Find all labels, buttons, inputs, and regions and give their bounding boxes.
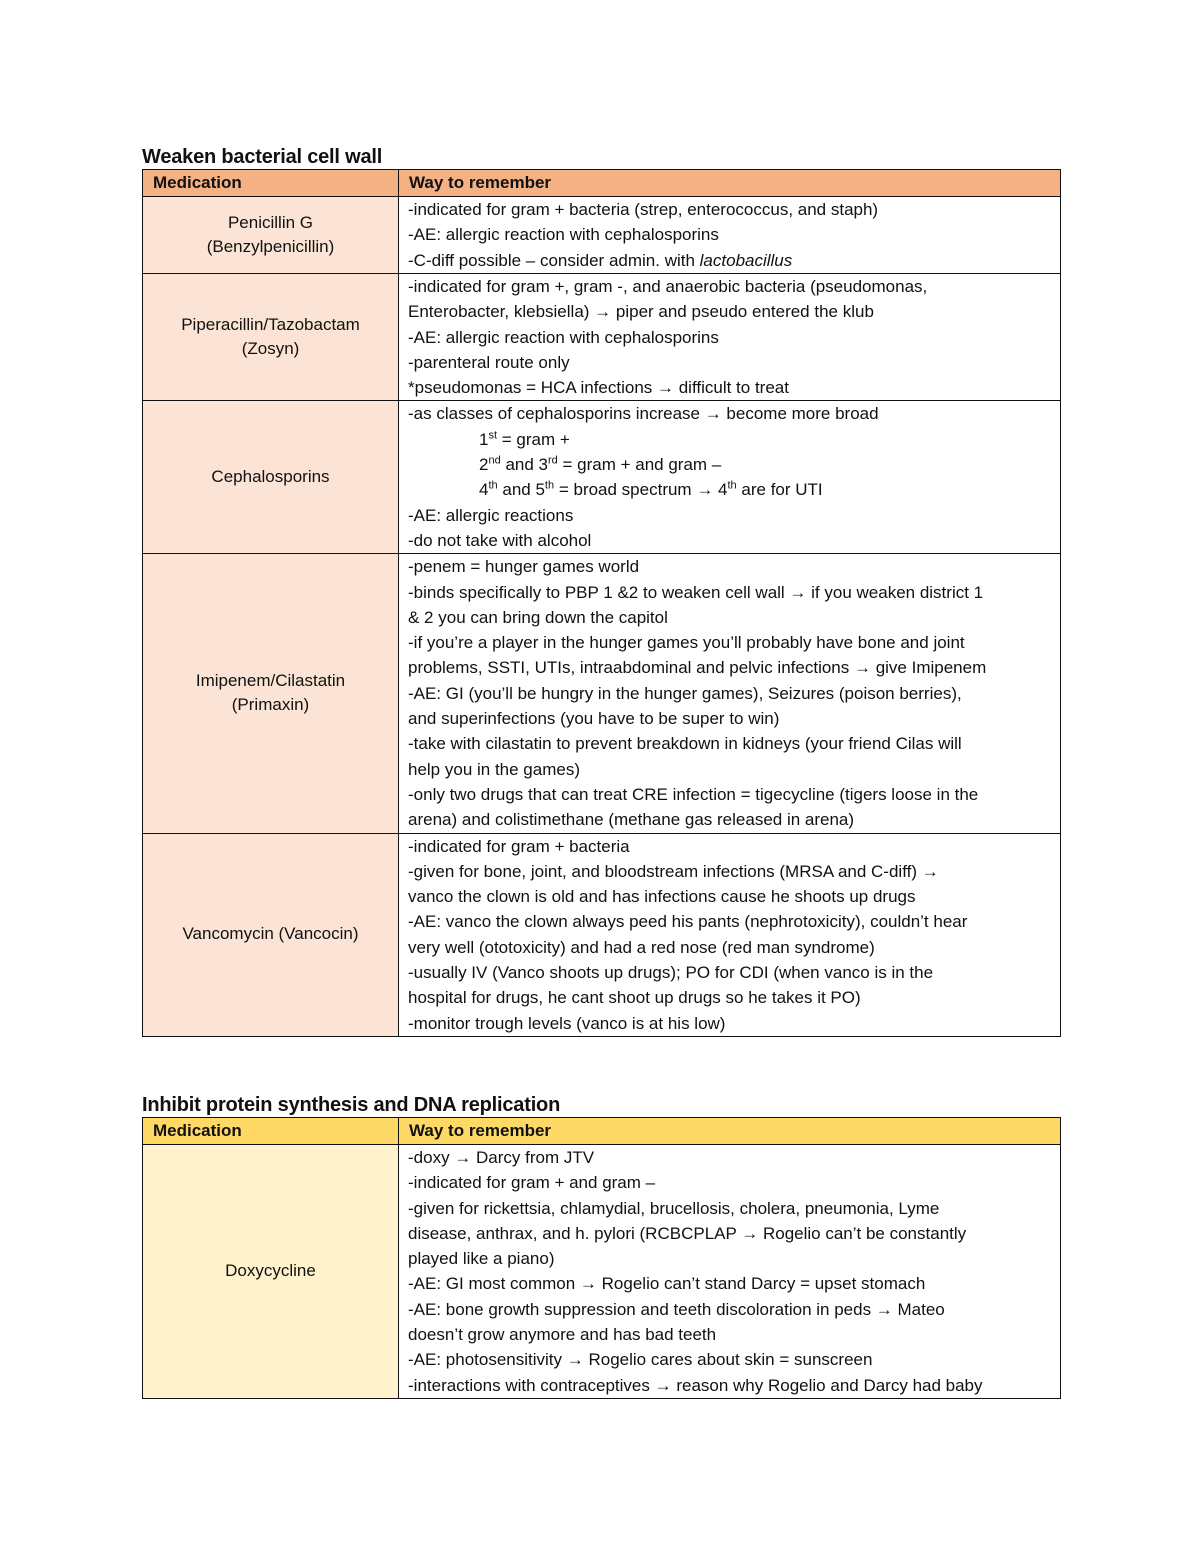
notes-cell — [399, 274, 1061, 401]
medication-name: Cephalosporins — [211, 467, 330, 487]
note-line: played like a piano) — [408, 1249, 555, 1269]
note-line: & 2 you can bring down the capitol — [408, 607, 668, 627]
note-line: doesn’t grow anymore and has bad teeth — [408, 1325, 717, 1345]
note-line: -binds specifically to PBP 1 &2 to weaken cell wall → if you weaken district 1 — [408, 582, 984, 602]
note-line: Enterobacter, klebsiella) → piper and pseudo entered the klub — [408, 302, 874, 322]
table-row — [143, 197, 1061, 274]
note-line: disease, anthrax, and h. pylori (RCBCPLAP → Rogelio can’t be constantly — [408, 1223, 967, 1243]
note-line: -take with cilastatin to prevent breakdown in kidneys (your friend Cilas will — [408, 734, 962, 754]
note-line: *pseudomonas = HCA infections → difficult to treat — [408, 378, 789, 398]
medication-brand: (Zosyn) — [241, 339, 300, 359]
note-line: -indicated for gram + bacteria — [408, 836, 630, 856]
header-way-to-remember: Way to remember — [399, 170, 1061, 197]
medication-cell — [143, 401, 399, 554]
note-line: -if you’re a player in the hunger games you’ll probably have bone and joint — [408, 633, 965, 653]
note-line: -as classes of cephalosporins increase → become more broad — [408, 404, 879, 424]
notes-cell — [399, 833, 1061, 1036]
medication-brand: (Benzylpenicillin) — [206, 237, 335, 256]
note-line: very well (ototoxicity) and had a red nose (red man syndrome) — [408, 937, 875, 957]
header-medication: Medication — [143, 1118, 399, 1145]
header-way-to-remember: Way to remember — [399, 1118, 1061, 1145]
notes-cell — [399, 401, 1061, 554]
medication-cell — [143, 554, 399, 833]
sub-bullet-line: 1st = gram + — [479, 429, 570, 449]
table-row — [143, 833, 1061, 1036]
medication-table — [142, 1117, 1061, 1399]
note-line: help you in the games) — [408, 759, 580, 779]
medication-name: Doxycycline — [225, 1261, 316, 1281]
table-header-row — [143, 1118, 1061, 1145]
note-line: -AE: allergic reactions — [408, 505, 574, 525]
medication-name: Imipenem/Cilastatin — [195, 670, 346, 690]
note-line: vanco the clown is old and has infections cause he shoots up drugs — [408, 887, 916, 907]
note-line: problems, SSTI, UTIs, intraabdominal and pelvic infections → give Imipenem — [408, 658, 987, 678]
notes-cell — [399, 554, 1061, 833]
notes-cell — [399, 1145, 1061, 1399]
table-row — [143, 1145, 1061, 1399]
table-header-row — [143, 170, 1061, 197]
note-line: -indicated for gram + bacteria (strep, enterococcus, and staph) — [408, 200, 879, 219]
medication-name: Penicillin G — [227, 212, 314, 232]
note-line: -AE: GI (you’ll be hungry in the hunger games), Seizures (poison berries), — [408, 683, 962, 703]
note-line: -given for bone, joint, and bloodstream infections (MRSA and C-diff) → — [408, 861, 939, 881]
note-line: -interactions with contraceptives → reason why Rogelio and Darcy had baby — [408, 1375, 983, 1395]
medication-name: Vancomycin (Vancocin) — [182, 924, 359, 944]
medication-table — [142, 169, 1061, 1037]
table-row — [143, 554, 1061, 833]
sub-bullet-line: 4th and 5th = broad spectrum → 4th are for UTI — [479, 479, 823, 500]
note-line: and superinfections (you have to be super to win) — [408, 709, 780, 729]
note-line: -parenteral route only — [408, 352, 570, 372]
medication-cell — [143, 197, 399, 274]
section-protein-synthesis — [142, 1093, 1060, 1399]
note-line: -indicated for gram + and gram – — [408, 1173, 656, 1193]
table-row — [143, 274, 1061, 401]
section-cell-wall — [142, 145, 1060, 1037]
note-line: -usually IV (Vanco shoots up drugs); PO for CDI (when vanco is in the — [408, 963, 934, 983]
note-line: -doxy → Darcy from JTV — [408, 1148, 595, 1167]
note-line: -AE: GI most common → Rogelio can’t stand Darcy = upset stomach — [408, 1274, 926, 1294]
medication-brand: (Primaxin) — [231, 695, 310, 715]
note-line: -penem = hunger games world — [408, 557, 640, 577]
medication-cell — [143, 274, 399, 401]
note-line: -monitor trough levels (vanco is at his low) — [408, 1013, 726, 1033]
note-line: arena) and colistimethane (methane gas released in arena) — [408, 810, 855, 830]
note-line: -AE: allergic reaction with cephalosporins — [408, 225, 719, 245]
note-line: hospital for drugs, he cant shoot up drugs so he takes it PO) — [408, 988, 861, 1008]
note-line: -AE: photosensitivity → Rogelio cares about skin = sunscreen — [408, 1350, 873, 1370]
notes-cell — [399, 197, 1061, 274]
note-line: -only two drugs that can treat CRE infection = tigecycline (tigers loose in the — [408, 784, 979, 804]
note-line: -AE: bone growth suppression and teeth discoloration in peds → Mateo — [408, 1299, 945, 1319]
note-line: -do not take with alcohol — [408, 530, 592, 550]
sub-bullet-line: 2nd and 3rd = gram + and gram – — [479, 454, 722, 475]
note-line: -AE: vanco the clown always peed his pants (nephrotoxicity), couldn’t hear — [408, 912, 968, 932]
section-title: Weaken bacterial cell wall — [142, 146, 383, 168]
note-line: -indicated for gram +, gram -, and anaerobic bacteria (pseudomonas, — [408, 277, 928, 296]
note-line: -given for rickettsia, chlamydial, brucellosis, cholera, pneumonia, Lyme — [408, 1198, 940, 1218]
section-title: Inhibit protein synthesis and DNA replication — [142, 1094, 561, 1116]
note-line: -C-diff possible – consider admin. with lactobacillus — [408, 250, 793, 270]
header-medication: Medication — [143, 170, 399, 197]
medication-cell — [143, 833, 399, 1036]
medication-name: Piperacillin/Tazobactam — [181, 314, 360, 334]
note-line: -AE: allergic reaction with cephalosporins — [408, 327, 719, 347]
medication-cell — [143, 1145, 399, 1399]
table-row — [143, 401, 1061, 554]
